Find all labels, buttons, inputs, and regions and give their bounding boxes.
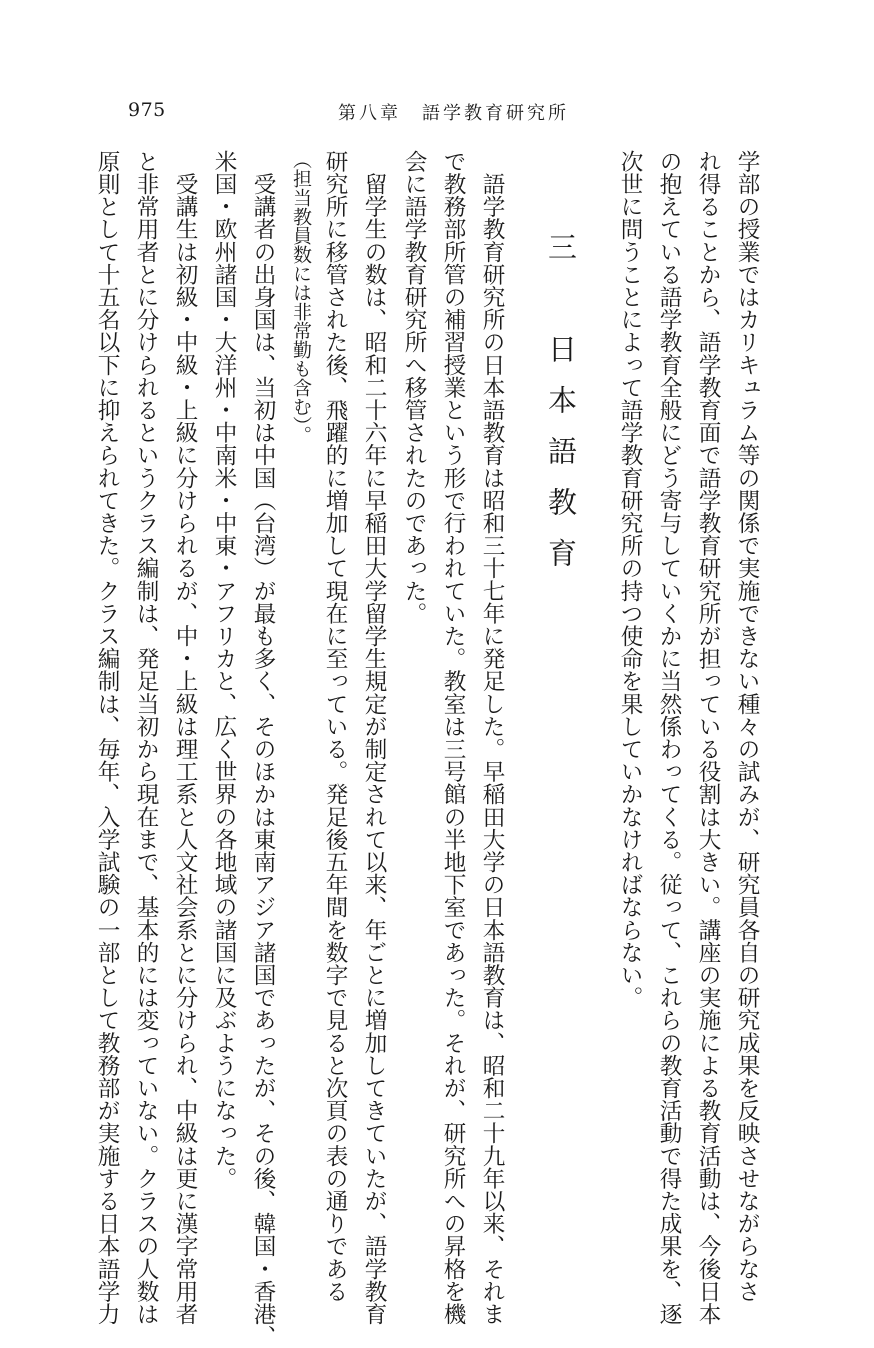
intro-column-2: れ得ることから、語学教育面で語学教育研究所が担っている役割は大きい。講座の実施による教育活動は、今後日本 [695, 150, 721, 1326]
body-column-3: 会に語学教育研究所へ移管されたのであった。 [401, 150, 427, 625]
body-column-4: 留学生の数は、昭和二十六年に早稲田大学留学生規定が制定されて以来、年ごとに増加してきていたが、語学教育 [361, 150, 387, 1326]
page-number: 975 [128, 99, 166, 121]
body-column-1: 語学教育研究所の日本語教育は昭和三十七年に発足した。早稲田大学の日本語教育は、昭和二十九年以来、それま [479, 150, 505, 1326]
body-column-5: 研究所に移管された後、飛躍的に増加して現在に至っている。発足後五年間を数字で見ると次頁の表の通りである [322, 150, 348, 1303]
final-column-5: 原則として十五名以下に抑えられてきた。クラス編制は、毎年、入学試験の一部として教務部が実施する日本語学力 [94, 150, 120, 1326]
final-column-4: と非常用者とに分けられるというクラス編制は、発足当初から現在まで、基本的には変っていない。クラスの人数は [133, 150, 159, 1326]
section-heading: 三 日本語教育 [544, 232, 578, 589]
intro-column-3: の抱えている語学教育全般にどう寄与していくかに当然係わってくる。従って、これらの教育活動で得た成果を、逐 [656, 150, 682, 1326]
final-column-1: 受講者の出身国は、当初は中国（台湾）が最も多く、そのほかは東南アジア諸国であったが、その後、韓国・香港、 [250, 150, 276, 1348]
body-column-2: で教務部所管の補習授業という形で行われていた。教室は三号館の半地下室であった。それが、研究所への昇格を機 [440, 150, 466, 1326]
final-column-2: 米国・欧州諸国・大洋州・中南米・中東・アフリカと、広く世界の各地域の諸国に及ぶようになった。 [211, 150, 237, 1190]
running-head: 第八章 語学教育研究所 [338, 103, 569, 124]
note-column: （担当教員数には非常勤も含む）。 [290, 150, 312, 445]
intro-column-1: 学部の授業ではカリキュラム等の関係で実施できない種々の試みが、研究員各自の研究成果を反映させながらなさ [734, 150, 760, 1303]
intro-column-4: 次世に問うことによって語学教育研究所の持つ使命を果していかなければならない。 [617, 150, 643, 1009]
final-column-3: 受講生は初級・中級・上級に分けられるが、中・上級は理工系と人文社会系とに分けられ、中級は更に漢字常用者 [172, 150, 198, 1326]
